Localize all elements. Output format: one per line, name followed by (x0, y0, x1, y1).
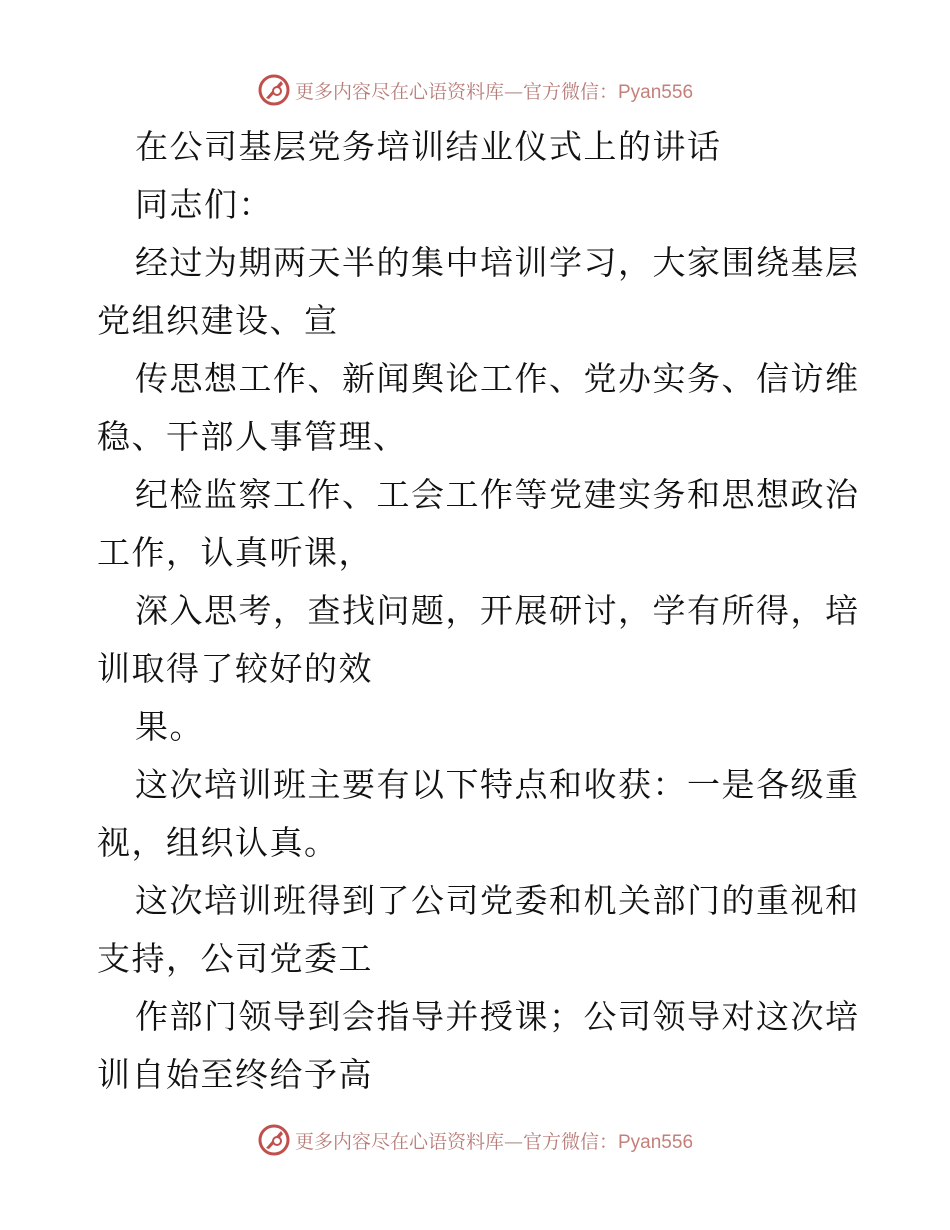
paragraph-line: 党组织建设、宣 (97, 301, 339, 340)
paragraph-line: 传思想工作、新闻舆论工作、党办实务、信访维 (135, 359, 860, 398)
paragraph-line: 纪检监察工作、工会工作等党建实务和思想政治 (135, 475, 860, 514)
quill-seal-icon (257, 73, 291, 107)
watermark-text (295, 77, 693, 104)
paragraph-line: 这次培训班主要有以下特点和收获：一是各级重 (135, 765, 860, 804)
watermark-wechat-id: Pyan556 (618, 1131, 694, 1153)
paragraph-line: 作部门领导到会指导并授课；公司领导对这次培 (135, 997, 860, 1036)
watermark-separator: — (503, 80, 523, 103)
watermark-secondary-text: 官方微信： (522, 80, 618, 103)
paragraph-line: 训自始至终给予高 (97, 1055, 373, 1094)
paragraph-line: 工作，认真听课， (97, 533, 373, 572)
watermark-secondary-text: 官方微信： (522, 1130, 618, 1153)
paragraph-line: 稳、干部人事管理、 (97, 417, 408, 456)
document-body (97, 118, 860, 1104)
watermark-main-text: 更多内容尽在心语资料库 (294, 1130, 504, 1153)
document-title: 在公司基层党务培训结业仪式上的讲话 (135, 127, 722, 166)
paragraph-line: 视，组织认真。 (97, 823, 339, 862)
paragraph-line: 这次培训班得到了公司党委和机关部门的重视和 (135, 881, 860, 920)
watermark-separator: — (503, 1130, 523, 1153)
watermark-main-text: 更多内容尽在心语资料库 (294, 80, 504, 103)
quill-seal-icon (257, 1123, 291, 1157)
header-watermark (0, 70, 950, 110)
watermark-text (295, 1127, 693, 1154)
watermark-wechat-id: Pyan556 (618, 81, 694, 103)
paragraph-line: 支持，公司党委工 (97, 939, 373, 978)
paragraph-line: 果。 (135, 707, 204, 746)
paragraph-line: 深入思考，查找问题，开展研讨，学有所得，培 (135, 591, 860, 630)
footer-watermark (0, 1120, 950, 1160)
paragraph-line: 训取得了较好的效 (97, 649, 373, 688)
paragraph-line: 经过为期两天半的集中培训学习，大家围绕基层 (135, 243, 860, 282)
salutation: 同志们： (135, 185, 273, 224)
